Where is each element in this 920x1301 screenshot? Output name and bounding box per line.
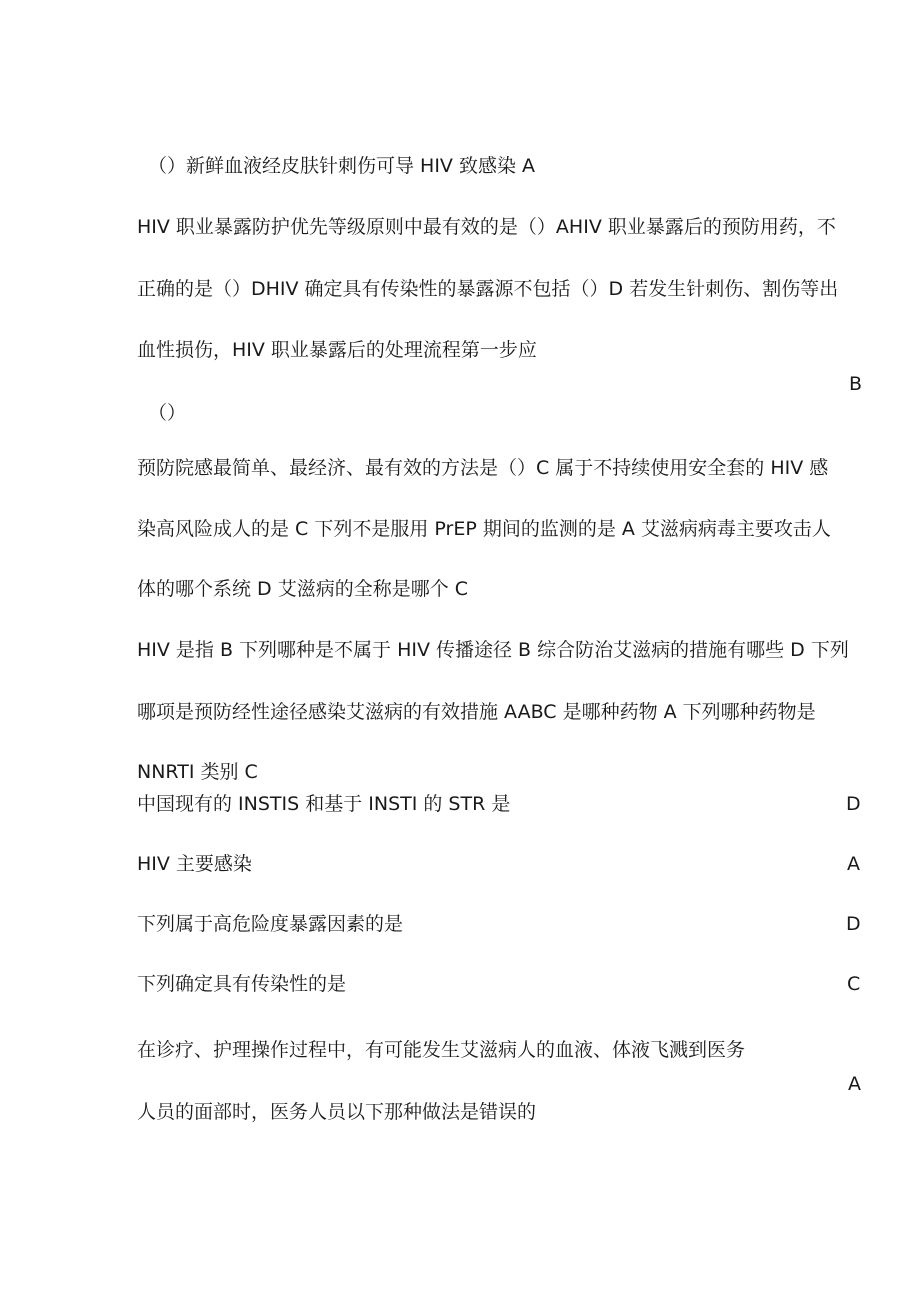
answer-letter: C bbox=[847, 973, 861, 995]
question-line: HIV 主要感染 bbox=[137, 853, 252, 875]
question-line: NNRTI 类别 C bbox=[137, 761, 258, 783]
question-line: 正确的是（）DHIV 确定具有传染性的暴露源不包括（）D 若发生针刺伤、割伤等出 bbox=[137, 278, 839, 300]
question-line: （） bbox=[148, 402, 187, 424]
question-line: 人员的面部时，医务人员以下那种做法是错误的 bbox=[137, 1101, 537, 1123]
answer-letter: B bbox=[849, 373, 863, 395]
answer-letter: D bbox=[846, 913, 861, 935]
question-line: HIV 职业暴露防护优先等级原则中最有效的是（）AHIV 职业暴露后的预防用药，不 bbox=[137, 216, 836, 238]
question-line: （）新鲜血液经皮肤针刺伤可导 HIV 致感染 A bbox=[148, 155, 536, 177]
question-line: 体的哪个系统 D 艾滋病的全称是哪个 C bbox=[137, 578, 469, 600]
question-line: 在诊疗、护理操作过程中，有可能发生艾滋病人的血液、体液飞溅到医务 bbox=[137, 1039, 746, 1061]
question-line: 哪项是预防经性途径感染艾滋病的有效措施 AABC 是哪种药物 A 下列哪种药物是 bbox=[137, 701, 816, 723]
question-line: 血性损伤，HIV 职业暴露后的处理流程第一步应 bbox=[137, 339, 537, 361]
answer-letter: A bbox=[848, 1073, 861, 1095]
question-line: HIV 是指 B 下列哪种是不属于 HIV 传播途径 B 综合防治艾滋病的措施有哪些 D 下列 bbox=[137, 639, 849, 661]
answer-letter: D bbox=[846, 793, 861, 815]
question-line: 染高风险成人的是 C 下列不是服用 PrEP 期间的监测的是 A 艾滋病病毒主要攻击人 bbox=[137, 518, 831, 540]
question-line: 下列确定具有传染性的是 bbox=[137, 973, 347, 995]
question-line: 中国现有的 INSTIS 和基于 INSTI 的 STR 是 bbox=[137, 793, 511, 815]
question-line: 预防院感最简单、最经济、最有效的方法是（）C 属于不持续使用安全套的 HIV 感 bbox=[137, 457, 829, 479]
answer-letter: A bbox=[847, 853, 860, 875]
question-line: 下列属于高危险度暴露因素的是 bbox=[137, 913, 404, 935]
